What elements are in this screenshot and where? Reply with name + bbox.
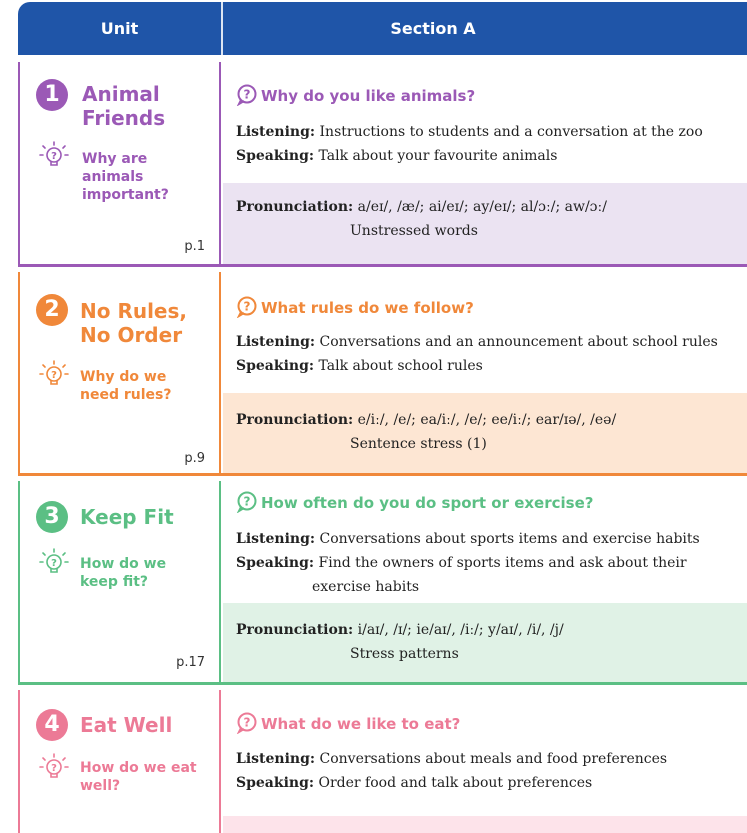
question-line: Why are bbox=[82, 151, 148, 167]
row-divider bbox=[18, 682, 747, 685]
listening-line bbox=[236, 334, 718, 350]
speaking-line bbox=[236, 148, 557, 164]
pronunciation-text: i/aɪ/, /ɪ/; ie/aɪ/, /iː/; y/aɪ/, /i/, /j/ bbox=[357, 622, 564, 638]
listening-label: Listening: bbox=[236, 531, 316, 547]
pronunciation-label: Pronunciation: bbox=[236, 412, 354, 428]
unit-cell bbox=[18, 481, 221, 685]
lightbulb-question-icon bbox=[38, 359, 70, 391]
question-text: What rules do we follow? bbox=[261, 299, 474, 317]
pronunciation-subtext: Unstressed words bbox=[350, 223, 478, 239]
question-line: How do we bbox=[80, 556, 167, 572]
unit-title[interactable] bbox=[80, 713, 172, 737]
unit-title-line: Eat Well bbox=[80, 713, 173, 737]
question-bubble-icon bbox=[236, 296, 258, 318]
section-question bbox=[236, 84, 475, 106]
question-line: animals bbox=[82, 169, 144, 185]
unit-row-3 bbox=[18, 481, 747, 685]
speaking-text: Find the owners of sports items and ask about their bbox=[318, 555, 687, 571]
listening-text: Conversations about meals and food preferences bbox=[319, 751, 668, 767]
section-question bbox=[236, 296, 474, 318]
pronunciation-line bbox=[236, 622, 564, 638]
question-line: need rules? bbox=[80, 387, 172, 403]
unit-number: 4 bbox=[36, 709, 68, 741]
unit-title[interactable] bbox=[80, 299, 187, 347]
question-bubble-icon bbox=[236, 84, 258, 106]
pronunciation-box bbox=[223, 183, 747, 264]
pronunciation-line bbox=[236, 412, 616, 428]
svg-text:?: ? bbox=[51, 151, 57, 162]
unit-cell bbox=[18, 272, 221, 476]
pronunciation-subtext: Sentence stress (1) bbox=[350, 436, 487, 452]
pronunciation-subtext: Stress patterns bbox=[350, 646, 459, 662]
unit-row-1 bbox=[18, 62, 747, 267]
svg-text:?: ? bbox=[51, 370, 57, 381]
unit-big-question bbox=[82, 150, 169, 204]
unit-number: 3 bbox=[36, 501, 68, 533]
section-column-header: Section A bbox=[390, 19, 476, 38]
speaking-label: Speaking: bbox=[236, 555, 315, 571]
question-line: keep fit? bbox=[80, 574, 149, 590]
unit-column-header: Unit bbox=[100, 19, 139, 38]
question-text: Why do you like animals? bbox=[261, 87, 476, 105]
listening-line bbox=[236, 751, 667, 767]
lightbulb-question-icon bbox=[38, 752, 70, 784]
speaking-text: Order food and talk about preferences bbox=[318, 775, 593, 791]
question-text: How often do you do sport or exercise? bbox=[261, 494, 594, 512]
pronunciation-label: Pronunciation: bbox=[236, 622, 354, 638]
listening-line bbox=[236, 531, 700, 547]
unit-row-4 bbox=[18, 690, 747, 833]
svg-text:?: ? bbox=[243, 299, 251, 314]
pronunciation-label: Pronunciation: bbox=[236, 199, 354, 215]
speaking-line bbox=[236, 358, 483, 374]
question-line: important? bbox=[82, 187, 169, 203]
unit-number: 1 bbox=[36, 79, 68, 111]
speaking-text: Talk about school rules bbox=[318, 358, 483, 374]
page-number[interactable]: p.9 bbox=[184, 451, 205, 466]
page-number[interactable]: p.17 bbox=[176, 655, 205, 670]
speaking-subtext: exercise habits bbox=[312, 579, 420, 595]
listening-line bbox=[236, 124, 703, 140]
svg-text:?: ? bbox=[243, 87, 251, 102]
speaking-text: Talk about your favourite animals bbox=[318, 148, 558, 164]
question-bubble-icon bbox=[236, 712, 258, 734]
unit-title-line: No Rules, bbox=[80, 299, 188, 323]
listening-label: Listening: bbox=[236, 124, 316, 140]
question-bubble-icon bbox=[236, 491, 258, 513]
unit-title-line: No Order bbox=[80, 323, 183, 347]
unit-number: 2 bbox=[36, 294, 68, 326]
speaking-line bbox=[236, 555, 687, 571]
unit-title-line: Friends bbox=[82, 106, 166, 130]
svg-text:?: ? bbox=[51, 763, 57, 774]
listening-text: Instructions to students and a conversation at the zoo bbox=[319, 124, 703, 140]
unit-title-line: Animal bbox=[82, 82, 160, 106]
pronunciation-line bbox=[236, 199, 607, 215]
table-header bbox=[18, 2, 747, 55]
listening-text: Conversations about sports items and exercise habits bbox=[319, 531, 700, 547]
unit-big-question bbox=[80, 368, 171, 404]
speaking-label: Speaking: bbox=[236, 358, 315, 374]
listening-label: Listening: bbox=[236, 334, 316, 350]
pronunciation-text: e/iː/, /e/; ea/iː/, /e/; ee/iː/; ear/ɪə/, /eə/ bbox=[357, 412, 617, 428]
section-question bbox=[236, 712, 460, 734]
unit-cell bbox=[18, 690, 221, 833]
unit-title-line: Keep Fit bbox=[80, 505, 174, 529]
unit-title[interactable] bbox=[80, 505, 174, 529]
section-question bbox=[236, 491, 593, 513]
pronunciation-box bbox=[223, 603, 747, 682]
unit-cell bbox=[18, 62, 221, 267]
unit-title[interactable] bbox=[82, 82, 165, 130]
page-number[interactable]: p.1 bbox=[184, 239, 205, 254]
speaking-label: Speaking: bbox=[236, 148, 315, 164]
pronunciation-text: a/eɪ/, /æ/; ai/eɪ/; ay/eɪ/; al/ɔː/; aw/ɔː/ bbox=[357, 199, 607, 215]
speaking-line bbox=[236, 775, 592, 791]
lightbulb-question-icon bbox=[38, 140, 70, 172]
row-divider bbox=[18, 264, 747, 267]
question-line: Why do we bbox=[80, 369, 167, 385]
unit-big-question bbox=[80, 555, 166, 591]
svg-text:?: ? bbox=[243, 494, 251, 509]
question-line: How do we eat bbox=[80, 760, 197, 776]
unit-row-2 bbox=[18, 272, 747, 476]
row-divider bbox=[18, 473, 747, 476]
pronunciation-box bbox=[223, 393, 747, 473]
listening-label: Listening: bbox=[236, 751, 316, 767]
question-text: What do we like to eat? bbox=[261, 715, 461, 733]
listening-text: Conversations and an announcement about school rules bbox=[319, 334, 718, 350]
question-line: well? bbox=[80, 778, 121, 794]
pronunciation-box bbox=[223, 816, 747, 833]
lightbulb-question-icon bbox=[38, 547, 70, 579]
svg-text:?: ? bbox=[51, 558, 57, 569]
speaking-label: Speaking: bbox=[236, 775, 315, 791]
svg-text:?: ? bbox=[243, 715, 251, 730]
unit-big-question bbox=[80, 759, 197, 795]
